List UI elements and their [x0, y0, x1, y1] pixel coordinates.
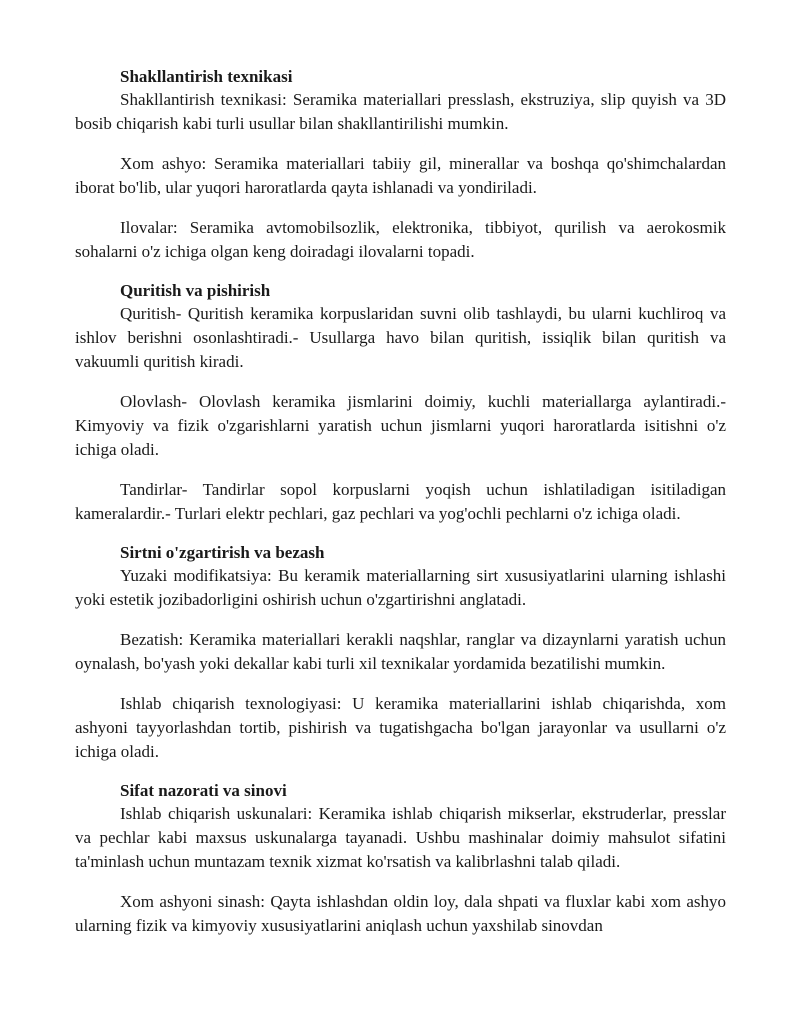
paragraph: Yuzaki modifikatsiya: Bu keramik materiallarning sirt xususiyatlarini ularning ishlashi yoki estetik jozibadorligini oshirish uchun o'zgartirishni anglatadi.: [75, 566, 726, 609]
paragraph: Ishlab chiqarish texnologiyasi: U keramika materiallarini ishlab chiqarishda, xom ashyoni tayyorlashdan tortib, pishirish va tugatishgacha bo'lgan jarayonlar va usullarni o'z ichiga oladi.: [75, 694, 726, 761]
document-page: [75, 66, 726, 954]
paragraph: Quritish- Quritish keramika korpuslaridan suvni olib tashlaydi, bu ularni kuchliroq va ishlov berishni osonlashtiradi.- Usullarga havo bilan quritish, issiqlik bilan quritish va vakuumli quritish kiradi.: [75, 304, 726, 371]
section-shaping-techniques: [75, 66, 726, 264]
paragraph: Tandirlar- Tandirlar sopol korpuslarni yoqish uchun ishlatiladigan isitiladigan kameralardir.- Turlari elektr pechlari, gaz pechlari va yog'ochli pechlarni o'z ichiga oladi.: [75, 480, 726, 523]
paragraph: Shakllantirish texnikasi: Seramika materiallari presslash, ekstruziya, slip quyish va 3D bosib chiqarish kabi turli usullar bilan shakllantirilishi mumkin.: [75, 90, 726, 133]
section-heading: Shakllantirish texnikasi: [120, 67, 293, 86]
paragraph: Xom ashyo: Seramika materiallari tabiiy gil, minerallar va boshqa qo'shimchalardan iborat bo'lib, ular yuqori haroratlarda qayta ishlanadi va yondiriladi.: [75, 154, 726, 197]
section-surface-decoration: [75, 542, 726, 764]
section-heading: Sirtni o'zgartirish va bezash: [120, 543, 325, 562]
section-drying-firing: [75, 280, 726, 526]
paragraph: Ishlab chiqarish uskunalari: Keramika ishlab chiqarish mikserlar, ekstruderlar, presslar va pechlar kabi maxsus uskunalarga tayanadi. Ushbu mashinalar doimiy mahsulot sifatini ta'minlash uchun muntazam texnik xizmat ko'rsatish va kalibrlashni talab qiladi.: [75, 804, 726, 871]
paragraph: Olovlash- Olovlash keramika jismlarini doimiy, kuchli materiallarga aylantiradi.- Kimyoviy va fizik o'zgarishlarni yaratish uchun jismlarni yuqori haroratlarda isitishni o'z ichiga oladi.: [75, 392, 726, 459]
section-quality-control: [75, 780, 726, 938]
section-heading: Sifat nazorati va sinovi: [120, 781, 287, 800]
paragraph: Xom ashyoni sinash: Qayta ishlashdan oldin loy, dala shpati va fluxlar kabi xom ashyo ularning fizik va kimyoviy xususiyatlarini aniqlash uchun yaxshilab sinovdan: [75, 892, 726, 935]
section-heading: Quritish va pishirish: [120, 281, 271, 300]
paragraph: Bezatish: Keramika materiallari kerakli naqshlar, ranglar va dizaynlarni yaratish uchun oynalash, bo'yash yoki dekallar kabi turli xil texnikalar yordamida bezatilishi mumkin.: [75, 630, 726, 673]
paragraph: Ilovalar: Seramika avtomobilsozlik, elektronika, tibbiyot, qurilish va aerokosmik sohalarni o'z ichiga olgan keng doiradagi ilovalarni topadi.: [75, 218, 726, 261]
